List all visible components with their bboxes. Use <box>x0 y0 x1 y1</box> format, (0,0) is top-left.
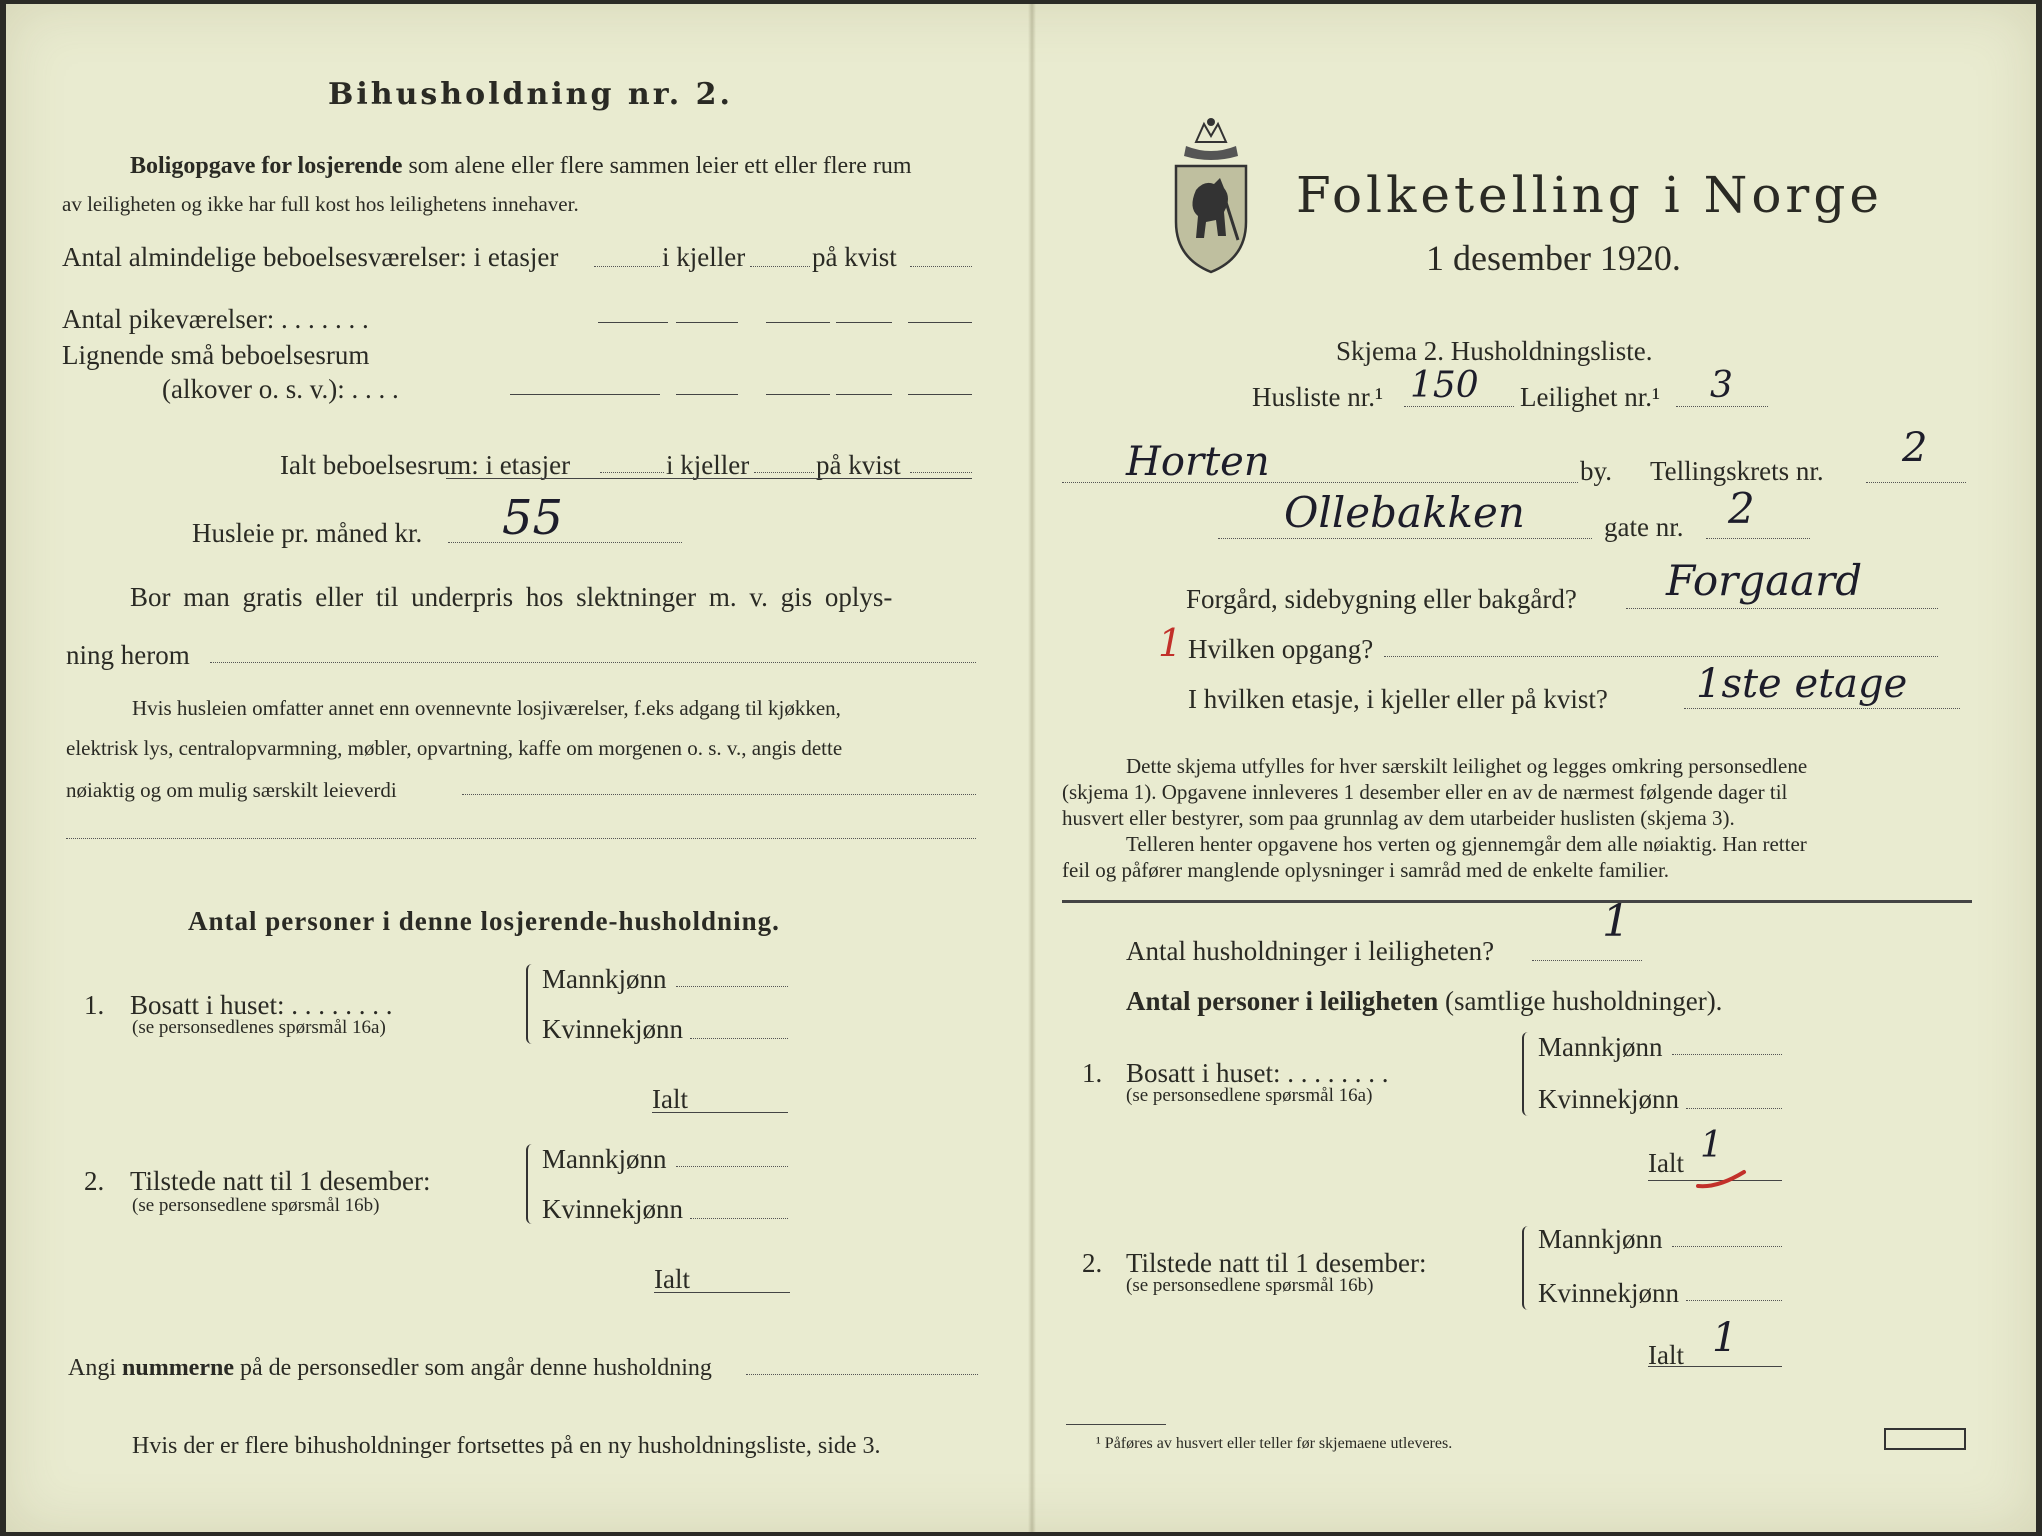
left-q2-mann-field[interactable] <box>676 1166 788 1167</box>
antal-pers-rest: (samtlige husholdninger). <box>1444 986 1723 1016</box>
ialt-underline <box>446 478 972 479</box>
info-line-1: Dette skjema utfylles for hver særskilt leilighet og legges omkring personsedlene <box>1126 754 1808 778</box>
right-q2-kvinne: Kvinnekjønn <box>1538 1278 1679 1308</box>
tellingskrets-value: 2 <box>1902 425 1928 471</box>
right-q1-mann-field[interactable] <box>1672 1054 1782 1055</box>
left-q2-sub: (se personsedlene spørsmål 16b) <box>132 1195 380 1216</box>
right-footnote: ¹ Påføres av husvert eller teller før skjemaene utleveres. <box>1096 1435 1453 1452</box>
etasjer-field[interactable] <box>594 266 660 267</box>
right-page-title: Folketelling i Norge <box>1296 166 1883 224</box>
hvis-line-3: nøiaktig og om mulig særskilt leieverdi <box>66 778 397 802</box>
right-q1-label: Bosatt i huset: . . . . . . . . <box>1126 1058 1389 1088</box>
kjeller-field[interactable] <box>750 266 810 267</box>
left-footer: Hvis der er flere bihusholdninger fortsettes på en ny husholdningsliste, side 3. <box>132 1433 881 1459</box>
right-q2-ialt-value: 1 <box>1712 1315 1738 1361</box>
angi-start: Angi <box>68 1355 116 1381</box>
alkover-field-3[interactable] <box>766 394 830 395</box>
husleie-value: 55 <box>502 490 564 546</box>
intro-bold: Boligopgave for losjerende <box>130 153 403 179</box>
kvist-field[interactable] <box>910 266 972 267</box>
antal-hush-value: 1 <box>1602 896 1630 947</box>
gate-nr-field[interactable] <box>1706 538 1810 539</box>
right-q1-sub: (se personsedlene spørsmål 16a) <box>1126 1085 1373 1106</box>
footnote-rule <box>1066 1424 1166 1425</box>
right-q2-mann-field[interactable] <box>1672 1246 1782 1247</box>
alkover-field-1[interactable] <box>510 394 660 395</box>
bor-man-line-2: ning herom <box>66 640 190 670</box>
pike-field-4[interactable] <box>836 322 892 323</box>
antal-pers-bold: Antal personer i leiligheten <box>1126 986 1439 1016</box>
ialt-kvist-field[interactable] <box>910 472 972 473</box>
ialt-kjeller-field[interactable] <box>754 472 814 473</box>
left-q1-mann: Mannkjønn <box>542 964 667 994</box>
pike-field-3[interactable] <box>766 322 830 323</box>
angi-rest: på de personsedler som angår denne husholdning <box>239 1355 712 1381</box>
husliste-field[interactable] <box>1404 406 1514 407</box>
husliste-label: Husliste nr.¹ <box>1252 382 1384 412</box>
angi-bold: nummerne <box>122 1355 234 1381</box>
hvis-line-1: Hvis husleien omfatter annet enn ovennevnte losjiværelser, f.eks adgang til kjøkken, <box>132 696 841 720</box>
margin-red-mark: 1 <box>1158 621 1183 665</box>
left-q2-label: Tilstede natt til 1 desember: <box>130 1166 431 1196</box>
right-q2-label: Tilstede natt til 1 desember: <box>1126 1248 1427 1278</box>
census-date: 1 desember 1920. <box>1426 238 1681 278</box>
angi-line <box>68 1356 712 1380</box>
etasje-field[interactable] <box>1684 708 1960 709</box>
ialt-kvist-label: på kvist <box>816 450 901 480</box>
norwegian-lion-shield-icon <box>1166 112 1256 276</box>
coat-of-arms <box>1166 112 1256 276</box>
forgaard-label: Forgård, sidebygning eller bakgård? <box>1186 584 1577 614</box>
antal-hush-field[interactable] <box>1532 960 1642 961</box>
by-label: by. <box>1580 456 1612 486</box>
leilighet-label: Leilighet nr.¹ <box>1520 382 1661 412</box>
right-q2-sub: (se personsedlene spørsmål 16b) <box>1126 1275 1374 1296</box>
antal-hush-label: Antal husholdninger i leiligheten? <box>1126 936 1495 966</box>
antal-personer-heading: Antal personer i denne losjerende-husholdning. <box>188 906 780 936</box>
leieverdi-field[interactable] <box>462 794 976 795</box>
left-q1-num: 1. <box>84 990 105 1020</box>
info-line-2: (skjema 1). Opgavene innleveres 1 desember eller en av de nærmest følgende dager til <box>1062 780 1788 804</box>
ialt-rum-label: Ialt beboelsesrum: i etasjer <box>280 450 571 480</box>
left-page-title: Bihusholdning nr. 2. <box>328 77 733 112</box>
i-kjeller-label: i kjeller <box>662 242 746 272</box>
extra-field[interactable] <box>66 838 976 839</box>
right-q2-ialt: Ialt <box>1648 1340 1684 1370</box>
left-q1-brace <box>526 964 536 1044</box>
tellingskrets-label: Tellingskrets nr. <box>1650 456 1824 486</box>
printer-stamp-icon <box>1884 1428 1966 1450</box>
forgaard-value: Forgaard <box>1666 556 1863 605</box>
alkover-field-4[interactable] <box>836 394 892 395</box>
left-q1-ialt-field[interactable] <box>652 1112 788 1113</box>
right-q1-kvinne: Kvinnekjønn <box>1538 1084 1679 1114</box>
ialt-kjeller-label: i kjeller <box>666 450 750 480</box>
left-q2-mann: Mannkjønn <box>542 1144 667 1174</box>
ialt-etasjer-field[interactable] <box>600 472 664 473</box>
bor-man-line-1: Bor man gratis eller til underpris hos slektninger m. v. gis oplys- <box>130 582 893 612</box>
pikevaerelser-label: Antal pikeværelser: . . . . . . . <box>62 304 369 334</box>
skjema-label: Skjema 2. Husholdningsliste. <box>1336 336 1653 366</box>
right-q1-ialt-value: 1 <box>1700 1125 1723 1166</box>
left-q1-mann-field[interactable] <box>676 986 788 987</box>
right-q1-num: 1. <box>1082 1058 1103 1088</box>
by-field[interactable] <box>1062 482 1578 483</box>
pike-field-1[interactable] <box>598 322 668 323</box>
section-divider <box>1062 900 1972 903</box>
left-q2-brace <box>526 1144 536 1224</box>
husleie-label: Husleie pr. måned kr. <box>192 518 423 548</box>
right-q2-mann: Mannkjønn <box>1538 1224 1663 1254</box>
left-q1-kvinne: Kvinnekjønn <box>542 1014 683 1044</box>
intro-line-1 <box>130 154 912 178</box>
right-q2-brace <box>1522 1226 1532 1310</box>
etasje-label: I hvilken etasje, i kjeller eller på kvist? <box>1188 684 1608 714</box>
right-q2-kvinne-field[interactable] <box>1686 1300 1782 1301</box>
bor-man-field[interactable] <box>210 662 976 663</box>
husliste-value: 150 <box>1410 365 1479 406</box>
left-q2-ialt-field[interactable] <box>654 1292 790 1293</box>
gate-label: gate nr. <box>1604 512 1684 542</box>
pike-field-2[interactable] <box>676 322 738 323</box>
left-q1-kvinne-field[interactable] <box>690 1038 788 1039</box>
pike-field-5[interactable] <box>908 322 972 323</box>
leilighet-field[interactable] <box>1676 406 1768 407</box>
right-q1-kvinne-field[interactable] <box>1686 1108 1782 1109</box>
info-line-5: feil og påfører manglende oplysninger i samråd med de enkelte familier. <box>1062 858 1670 882</box>
right-q2-num: 2. <box>1082 1248 1103 1278</box>
intro-rest: som alene eller flere sammen leier ett eller flere rum <box>408 153 912 179</box>
gate-value: Ollebakken <box>1284 488 1525 537</box>
info-line-4: Telleren henter opgavene hos verten og gjennemgår dem alle nøiaktig. Han retter <box>1126 832 1807 856</box>
gate-field[interactable] <box>1218 538 1592 539</box>
etasje-value: 1ste etage <box>1696 661 1908 707</box>
right-q1-ialt: Ialt <box>1648 1148 1684 1178</box>
right-q2-ialt-field[interactable] <box>1648 1366 1782 1367</box>
forgaard-field[interactable] <box>1626 608 1938 609</box>
by-value: Horten <box>1126 439 1270 485</box>
left-q2-kvinne: Kvinnekjønn <box>542 1194 683 1224</box>
lignende-label: Lignende små beboelsesrum <box>62 340 370 370</box>
angi-field[interactable] <box>746 1374 978 1375</box>
hvis-line-2: elektrisk lys, centralopvarmning, møbler, opvartning, kaffe om morgenen o. s. v., angis dette <box>66 736 843 760</box>
page-fold <box>1028 4 1036 1532</box>
left-q2-kvinne-field[interactable] <box>690 1218 788 1219</box>
left-q2-ialt: Ialt <box>654 1264 690 1294</box>
alkover-label: (alkover o. s. v.): . . . . <box>162 374 399 404</box>
opgang-field[interactable] <box>1384 656 1938 657</box>
antal-alm-label: Antal almindelige beboelsesværelser: i etasjer <box>62 242 559 272</box>
info-line-3: husvert eller bestyrer, som paa grunnlag av dem utarbeider huslisten (skjema 3). <box>1062 806 1735 830</box>
left-q2-num: 2. <box>84 1166 105 1196</box>
right-q1-brace <box>1522 1032 1532 1116</box>
gate-nr-value: 2 <box>1728 484 1755 533</box>
opgang-label: Hvilken opgang? <box>1188 634 1374 664</box>
leilighet-value: 3 <box>1710 365 1733 406</box>
left-q1-ialt: Ialt <box>652 1084 688 1114</box>
right-q1-mann: Mannkjønn <box>1538 1032 1663 1062</box>
census-form-sheet <box>6 4 2036 1532</box>
left-q1-sub: (se personsedlenes spørsmål 16a) <box>132 1017 386 1038</box>
paa-kvist-label: på kvist <box>812 242 897 272</box>
alkover-field-2[interactable] <box>676 394 738 395</box>
alkover-field-5[interactable] <box>908 394 972 395</box>
antal-pers-line <box>1126 988 1722 1015</box>
red-pencil-check-icon <box>1694 1168 1750 1192</box>
husleie-field[interactable] <box>448 542 682 543</box>
intro-line-2: av leiligheten og ikke har full kost hos leilighetens innehaver. <box>62 192 579 216</box>
tellingskrets-field[interactable] <box>1866 482 1966 483</box>
left-q1-label: Bosatt i huset: . . . . . . . . <box>130 990 393 1020</box>
